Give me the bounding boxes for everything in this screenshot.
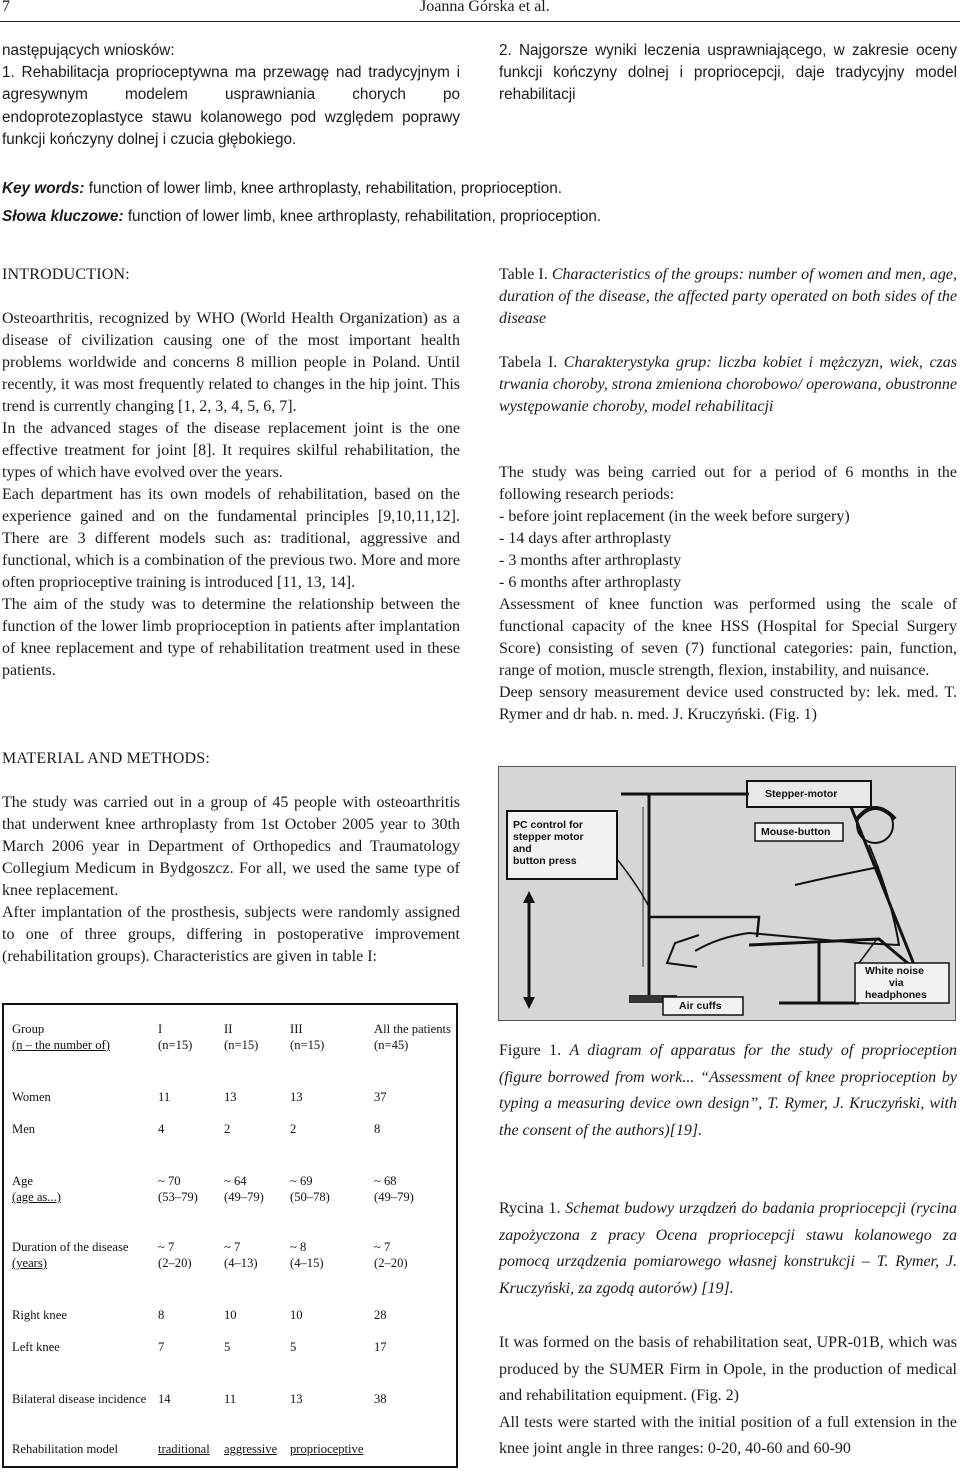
table-col-header: III (290, 1022, 303, 1036)
pc-control-line: and (513, 843, 532, 855)
table-caption-pl-text: Charakterystyka grup: liczba kobiet i mężczyzn, wiek, czas trwania choroby, strona zmieniona chorobowo/ operowana, obustronne występowanie choroby, model rehabilitacji (499, 354, 957, 415)
table-row-sublabel: (age as...) (12, 1190, 61, 1204)
table-cell-range: (2–20) (158, 1256, 192, 1270)
table-caption-en (499, 264, 957, 330)
table-cell: 10 (224, 1308, 237, 1322)
table-cell: ~ 8 (290, 1240, 307, 1254)
characteristics-table (2, 1003, 458, 1468)
figure-caption-pl-text: Schemat budowy urządzeń do badania propriocepcji (rycina zapożyczona z pracy Ocena propriocepcji stawu kolanowego za pomocą urządzenia pomiarowego własnej konstrukcji – T. Rymer, J. Kruczyński, za zgodą autorów) [19]. (499, 1200, 958, 1297)
header-rule (0, 21, 960, 22)
table-col-header: All the patients (374, 1022, 451, 1036)
study-paragraph: Deep sensory measurement device used constructed by: lek. med. T. Rymer and dr hab. n. med. J. Kruczyński. (Fig. 1) (499, 684, 957, 723)
table-cell-range: (50–78) (290, 1190, 330, 1204)
intro-body (2, 308, 460, 682)
stepper-motor-label: Stepper-motor (765, 788, 838, 800)
table-cell: 10 (290, 1308, 303, 1322)
table-caption-en-text: Characteristics of the groups: number of women and men, age, duration of the disease, the affected party operated on both sides of the disease (499, 266, 957, 327)
table-cell: ~ 64 (224, 1174, 247, 1188)
table-row-label: Men (12, 1122, 36, 1136)
table-cell: 5 (290, 1340, 297, 1354)
table-cell: 7 (158, 1340, 165, 1354)
methods-paragraph: The study was carried out in a group of 45 people with osteoarthritis that underwent knee arthroplasty from 1st October 2005 year to 30th March 2006 year in Department of Orthopedics and Traumatology Collegium Medicum in Bydgoszcz. For all, we used the same type of knee replacement. (2, 794, 460, 899)
table-row-label: Right knee (12, 1308, 67, 1322)
apparatus-diagram (498, 766, 956, 1021)
table-cell: proprioceptive (290, 1442, 364, 1456)
keywords-en-label: Key words: (2, 180, 85, 197)
figure-caption-en-text: A diagram of apparatus for the study of proprioception (figure borrowed from work... “Assessment of knee proprioception by typing a measuring device own design”, T. Rymer, J. Kruczyński, with the consent of the authors)[19]. (499, 1042, 958, 1139)
table-cell-range: (4–13) (224, 1256, 258, 1270)
table-caption-en-label: Table I. (499, 266, 548, 283)
white-noise-line: headphones (865, 989, 927, 1001)
figure-caption-pl (499, 1196, 957, 1302)
table-col-subheader: (n=15) (158, 1038, 193, 1052)
table-col-subheader: (n=45) (374, 1038, 409, 1052)
keywords-pl-text: function of lower limb, knee arthroplasty, rehabilitation, proprioception. (127, 208, 602, 225)
table-cell-range: (49–79) (224, 1190, 264, 1204)
study-period-item: - before joint replacement (in the week before surgery) (499, 508, 850, 525)
table-cell: 37 (374, 1090, 387, 1104)
table-cell: 14 (158, 1392, 171, 1406)
table-caption-pl (499, 352, 957, 418)
pc-control-line: button press (513, 855, 577, 867)
study-period-item: - 14 days after arthroplasty (499, 530, 672, 547)
table-row-label: Left knee (12, 1340, 60, 1354)
table-cell-range: (2–20) (374, 1256, 408, 1270)
table-row-label: Women (12, 1090, 51, 1104)
keywords-en-text: function of lower limb, knee arthroplasty, rehabilitation, proprioception. (88, 180, 563, 197)
keywords-en (2, 178, 960, 200)
intro-paragraph: Each department has its own models of rehabilitation, based on the experience gained and on the fundamental principles [9,10,11,12]. There are 3 different models such as: traditional, aggressive and functional, which is a combination of the previous two. More and more often proprioceptive training is introduced [11, 13, 14]. (2, 486, 460, 591)
table-cell: ~ 68 (374, 1174, 397, 1188)
seat-paragraph: It was formed on the basis of rehabilitation seat, UPR-01B, which was produced by the SUMER Firm in Opole, in the production of medical and rehabilitation equipment. (Fig. 2) (499, 1334, 957, 1404)
table-row-sublabel: (years) (12, 1256, 47, 1270)
white-noise-label (865, 965, 927, 1001)
table-cell: ~ 7 (374, 1240, 391, 1254)
table-cell: ~ 7 (224, 1240, 241, 1254)
study-period-item: - 3 months after arthroplasty (499, 552, 682, 569)
abstract-conclusion-1: 1. Rehabilitacja proprioceptywna ma przewagę nad tradycyjnym i agresywnym modelem usprawniania chorych po endoprotezoplastyce stawu kolanowego pod względem poprawy funkcji kończyny dolnej i czucia głębokiego. (2, 64, 460, 148)
table-cell: ~ 7 (158, 1240, 175, 1254)
table-cell: 8 (158, 1308, 165, 1322)
figure-caption-en-label: Figure 1. (499, 1042, 562, 1059)
table-col-subheader: (n – the number of) (12, 1038, 110, 1052)
intro-heading: INTRODUCTION: (2, 266, 130, 283)
intro-paragraph: Osteoarthritis, recognized by WHO (World Health Organization) as a disease of civilization causing one of the most important health problems worldwide and concerns 8 million people in Poland. Until recently, it was most frequently related to changes in the hip joint. This trend is currently changing [1, 2, 3, 4, 5, 6, 7]. (2, 310, 460, 415)
pc-control-label (513, 819, 584, 867)
study-paragraph: Assessment of knee function was performed using the scale of functional capacity of the knee HSS (Hospital for Special Surgery Score) consisting of seven (7) functional categories: pain, function, range of motion, muscle strength, flexion, instability, and nuisance. (499, 596, 957, 679)
table-row-label: Age (12, 1174, 33, 1188)
page-number: 7 (2, 0, 10, 15)
table-cell: 11 (158, 1090, 171, 1104)
methods-paragraph: After implantation of the prosthesis, subjects were randomly assigned to one of three groups, differing in postoperative improvement (rehabilitation groups). Characteristics are given in table I: (2, 904, 460, 965)
mouse-button-label: Mouse-button (761, 826, 831, 838)
abstract-conclusion-2: 2. Najgorsze wyniki leczenia usprawniającego, w zakresie oceny funkcji kończyny dolnej i propriocepcji, daje tradycyjny model rehabilitacji (499, 42, 957, 104)
table-cell: 11 (224, 1392, 237, 1406)
figure-caption-pl-label: Rycina 1. (499, 1200, 561, 1217)
study-paragraph: The study was being carried out for a period of 6 months in the following research periods: (499, 464, 957, 503)
table-cell: aggressive (224, 1442, 278, 1456)
keywords-pl (2, 206, 960, 228)
white-noise-line: White noise (865, 965, 924, 977)
white-noise-line: via (889, 977, 904, 989)
figure-caption-en (499, 1038, 957, 1144)
table-cell: 28 (374, 1308, 387, 1322)
methods-body (2, 792, 460, 968)
table-row-label: Bilateral disease incidence (12, 1392, 147, 1406)
table-cell: 13 (290, 1392, 303, 1406)
table-cell: ~ 70 (158, 1174, 181, 1188)
seat-description (499, 1330, 957, 1463)
table-cell: traditional (158, 1442, 210, 1456)
study-period-item: - 6 months after arthroplasty (499, 574, 682, 591)
table-cell: 38 (374, 1392, 387, 1406)
table-cell: 5 (224, 1340, 231, 1354)
intro-paragraph: In the advanced stages of the disease replacement joint is the one effective treatment for joint [8]. It requires skilful rehabilitation, the types of which have evolved over the years. (2, 420, 460, 481)
study-description (499, 462, 957, 726)
table-col-subheader: (n=15) (290, 1038, 325, 1052)
table-cell-range: (49–79) (374, 1190, 414, 1204)
table-cell: 13 (290, 1090, 303, 1104)
table-col-header: II (224, 1022, 233, 1036)
table-cell: 2 (224, 1122, 231, 1136)
abstract-left-intro: następujących wniosków: (2, 42, 175, 59)
running-header-authors: Joanna Górska et al. (420, 0, 550, 15)
table-cell: 4 (158, 1122, 165, 1136)
methods-heading: MATERIAL AND METHODS: (2, 750, 211, 767)
table-cell: 13 (224, 1090, 237, 1104)
table-caption-pl-label: Tabela I. (499, 354, 558, 371)
table-col-subheader: (n=15) (224, 1038, 259, 1052)
table-cell-range: (4–15) (290, 1256, 324, 1270)
table-row-label: Rehabilitation model (12, 1442, 118, 1456)
pc-control-line: PC control for (513, 819, 583, 831)
table-cell: 2 (290, 1122, 297, 1136)
air-cuffs-label: Air cuffs (679, 1000, 722, 1012)
table-cell: ~ 69 (290, 1174, 313, 1188)
table-col-header: I (158, 1022, 163, 1036)
tests-paragraph: All tests were started with the initial position of a full extension in the knee joint angle in three ranges: 0-20, 40-60 and 60-90 (499, 1413, 957, 1457)
table-cell-range: (53–79) (158, 1190, 198, 1204)
intro-paragraph: The aim of the study was to determine the relationship between the function of the lower limb proprioception in patients after implantation of knee replacement and type of rehabilitation treatment used in these patients. (2, 596, 460, 679)
pc-control-line: stepper motor (513, 831, 584, 843)
keywords-pl-label: Słowa kluczowe: (2, 208, 124, 225)
table-cell: 17 (374, 1340, 387, 1354)
table-row-label: Duration of the disease (12, 1240, 129, 1254)
table-col-header: Group (12, 1022, 45, 1036)
abstract-left (2, 40, 460, 151)
table-cell: 8 (374, 1122, 381, 1136)
